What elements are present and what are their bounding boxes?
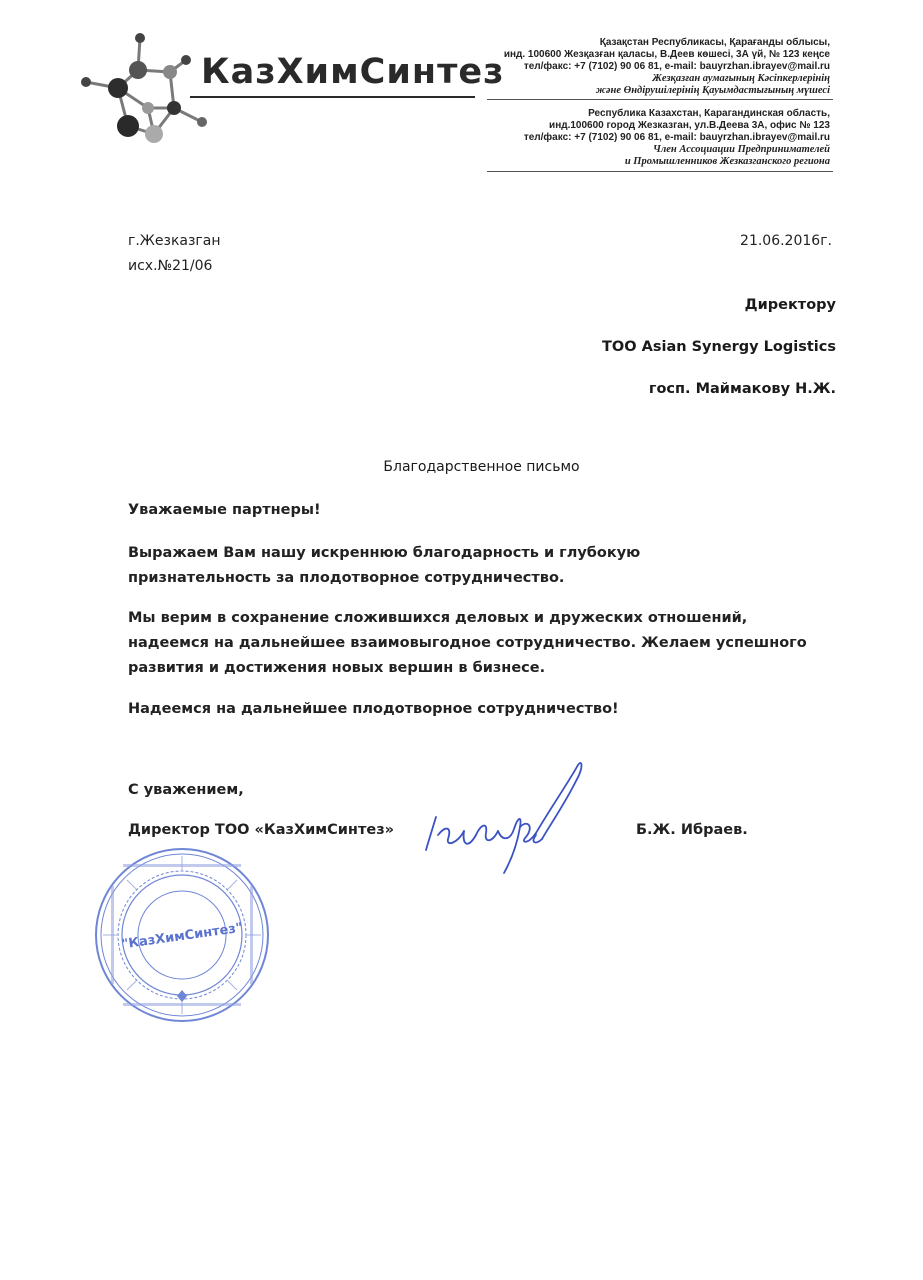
stamp-center-text: "КазХимСинтез" [120,920,244,953]
recipient-name: госп. Маймакову Н.Ж. [648,381,836,397]
recipient-title: Директору [744,297,836,313]
closing-position: Директор ТОО «КазХимСинтез» [128,822,394,838]
address-kz-line2: инд. 100600 Жезқазған қаласы, В.Деев көшесі, 3А үй, № 123 кеңсе [503,49,830,60]
company-logo-text: КазХимСинтез [201,52,505,92]
address-kz-line3: тел/факс: +7 (7102) 90 06 81, e-mail: bauyrzhan.ibrayev@mail.ru [523,61,830,72]
letterhead-address-kz [504,37,830,97]
address-ru-line2: инд.100600 город Жезказган, ул.В.Деева 3А, офис № 123 [549,120,830,131]
address-kz-line5: және Өндірушілерінің Қауымдастығының мүшесі [595,85,830,96]
recipient-company: ТОО Asian Synergy Logistics [602,339,836,355]
logo-underline [190,96,475,98]
city-label: г.Жезказган [128,233,221,249]
letter-paragraph-2: Мы верим в сохранение сложившихся деловых и дружеских отношений, надеемся на дальнейшее взаимовыгодное сотрудничество. Желаем успешного развития и достижения новых вершин в бизнесе. [128,610,807,676]
letter-date: 21.06.2016г. [740,233,832,249]
address-ru-line4: Член Ассоциации Предпринимателей [653,144,830,155]
letter-title: Благодарственное письмо [383,459,580,475]
molecule-logo-icon [78,26,218,154]
address-ru-line1: Республика Казахстан, Карагандинская область, [588,108,830,119]
address-kz-line4: Жезқазған аумағының Кәсіпкерлерінің [652,73,830,84]
outgoing-number: исх.№21/06 [128,258,213,274]
closing-regards: С уважением, [128,782,244,798]
letter-paragraph-1: Выражаем Вам нашу искреннюю благодарность и глубокую признательность за плодотворное сотрудничество. [128,545,641,586]
letterhead-divider-kz [487,99,833,100]
letter-paragraph-3: Надеемся на дальнейшее плодотворное сотрудничество! [128,701,619,717]
closing-signatory: Б.Ж. Ибраев. [636,822,748,838]
letter-greeting: Уважаемые партнеры! [128,502,321,518]
address-ru-line3: тел/факс: +7 (7102) 90 06 81, e-mail: bauyrzhan.ibrayev@mail.ru [523,132,830,143]
handwritten-signature-icon [418,755,598,885]
address-kz-line1: Қазақстан Республикасы, Қарағанды облысы, [599,37,830,48]
letterhead-address-ru [524,108,830,168]
letterhead-divider-ru [487,171,833,172]
address-ru-line5: и Промышленников Жезказганского региона [624,156,830,167]
company-stamp-icon [93,846,271,1024]
